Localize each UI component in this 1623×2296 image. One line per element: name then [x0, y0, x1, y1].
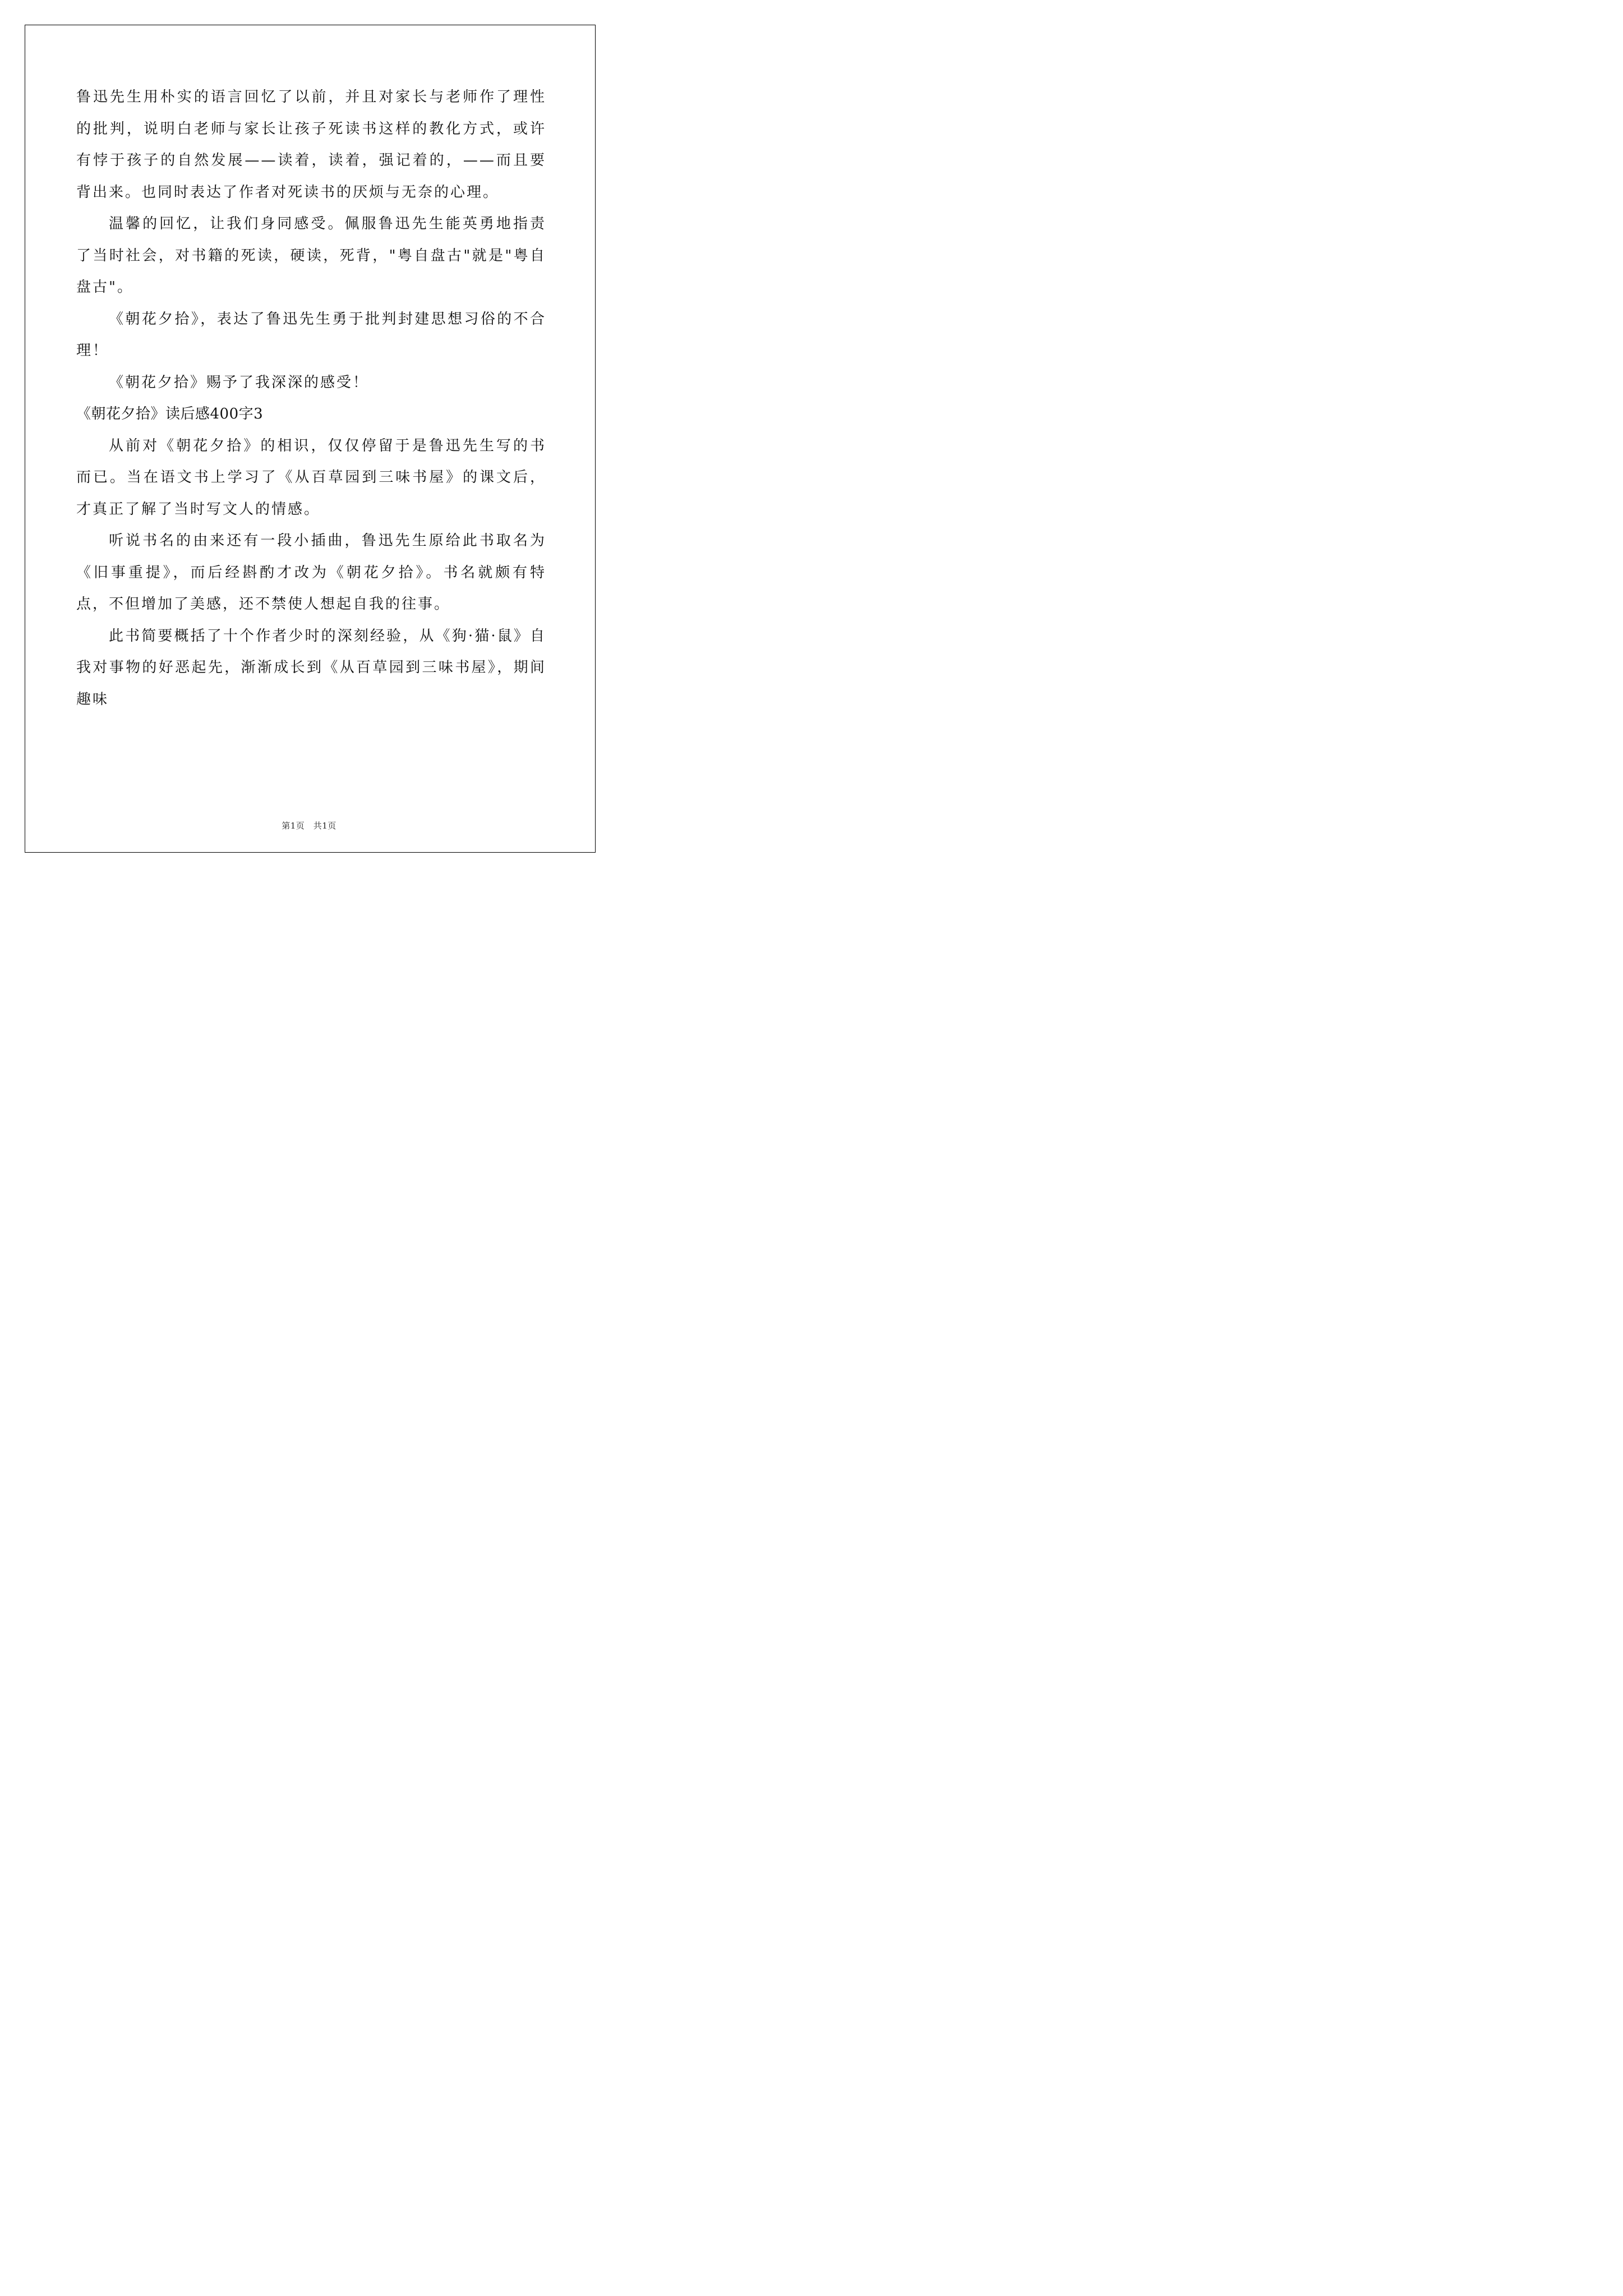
paragraph-feeling: 《朝花夕拾》赐予了我深深的感受！ [109, 374, 370, 391]
page-footer: 第1页 共1页 [282, 821, 336, 831]
paragraph-title-origin: 听说书名的由来还有一段小插曲，鲁迅先生原给此书取名为《旧事重提》，而后经斟酌才改为《朝花夕拾》。书名就颇有特点，不但增加了美感，还不禁使人想起自我的往事。 [76, 532, 546, 613]
paragraph-book-summary: 此书简要概括了十个作者少时的深刻经验，从《狗·猫·鼠》自我对事物的好恶起先，渐渐成长到《从百草园到三味书屋》，期间趣味 [76, 627, 546, 708]
section-heading: 《朝花夕拾》读后感400字3 [76, 406, 264, 422]
document-body [76, 81, 546, 715]
paragraph-first-acquaintance: 从前对《朝花夕拾》的相识，仅仅停留于是鲁迅先生写的书而已。当在语文书上学习了《从百草园到三味书屋》的课文后，才真正了解了当时写文人的情感。 [76, 437, 546, 518]
paragraph-conclusion: 《朝花夕拾》，表达了鲁迅先生勇于批判封建思想习俗的不合理！ [76, 310, 546, 359]
paragraph-memory: 温馨的回忆，让我们身同感受。佩服鲁迅先生能英勇地指责了当时社会，对书籍的死读，硬读，死背，"粤自盘古"就是"粤自盘古"。 [76, 215, 546, 296]
paragraph-critique: 鲁迅先生用朴实的语言回忆了以前，并且对家长与老师作了理性的批判，说明白老师与家长让孩子死读书这样的教化方式，或许有悖于孩子的自然发展——读着，读着，强记着的，——而且要背出来。也同时表达了作者对死读书的厌烦与无奈的心理。 [76, 89, 546, 201]
